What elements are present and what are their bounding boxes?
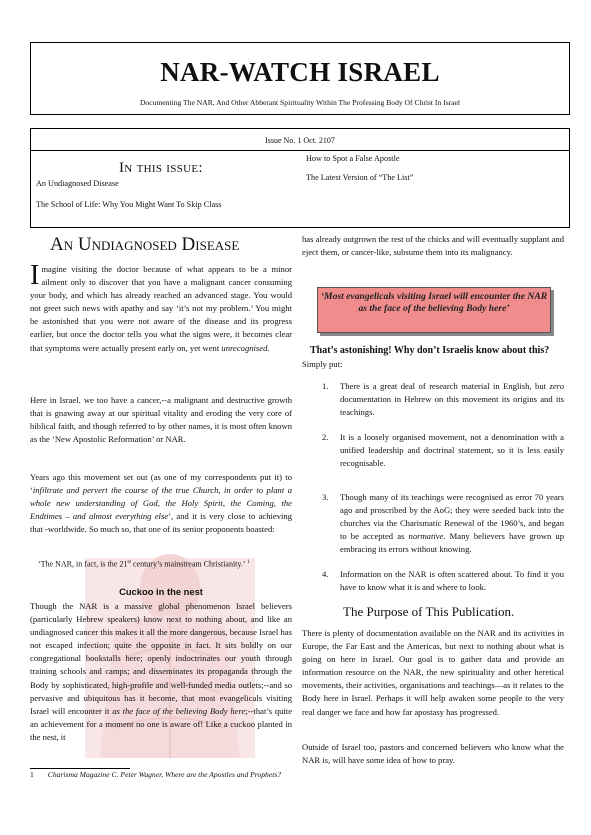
masthead [30, 42, 570, 115]
newsletter-title: NAR-WATCH ISRAEL [160, 57, 440, 87]
toc-item[interactable]: How to Spot a False Apostle [306, 154, 400, 163]
toc-item[interactable]: The Latest Version of “The List” [306, 173, 414, 182]
list-item: 3. Though many of its teachings were recognised as error 70 years ago and proscribed by the AoG; they were seeded back into the churches via the Charismatic Renewal of the 1960’s, and began to be accepted as normative. Many believers have grown up embracing its errors without knowing. [322, 491, 564, 554]
list-item: 1. There is a great deal of research material in English, but zero documentation in Hebrew on this movement its origins and its teachings. [322, 381, 564, 418]
toc-item[interactable]: The School of Life: Why You Might Want To Skip Class [36, 200, 222, 209]
article-paragraph: Though the NAR is a massive global phenomenon Israel believers (particularly Hebrew speakers) know next to nothing about, and like an undiagnosed cancer this makes it all the more dangerous, because Israel has not escaped infection; quite the opposite in fact. It sits boldly on our congregational bookstalls here; openly indoctrinates our youth through training schools and camps; and disseminates its propaganda through the Body by sophisticated, high-profile and well-funded media outlets;--and so pervasive and ubiquitous has it become, that most evangelicals visiting Israel will encounter it as the face of the believing Body here;--that’s quite an achievement for a moment no one is aware of! Like a cuckoo planted in the nest, it [30, 601, 293, 742]
pull-quote: ‘Most evangelicals visiting Israel will encounter the NAR as the face of the believing Body here’ [317, 287, 551, 333]
footnote-ref[interactable]: 1 [246, 559, 250, 565]
article-paragraph: Years ago this movement set out (as one of my correspondents put it) to ‘infiltrate and pervert the course of the true Church, in order to plant a whole new understanding of God, the Holy Spirit, the Coming, the Endtimes – and almost everything else’, and it is very close to achieving that -worldwide. So much so, that one of its senior proponents boasted: [30, 472, 292, 535]
drop-cap: I [30, 260, 40, 291]
footnote: 1 Charisma Magazine C. Peter Wagner, Where are the Apostles and Prophets? [30, 770, 282, 779]
article-heading: The Purpose of This Publication. [343, 604, 515, 619]
article-paragraph: has already outgrown the rest of the chicks and will eventually supplant and eject them, or cancer-like, subsume them into its malignancy. [302, 234, 564, 258]
list-item: 4. Information on the NAR is often scattered about. To find it you have to know what it is and where to look. [322, 569, 564, 593]
block-quote: ‘The NAR, in fact, is the 21st century’s mainstream Christianity.’ $^1$ [38, 559, 250, 569]
article-paragraph: Imagine visiting the doctor because of what appears to be a minor ailment only to discover that you have a malignant cancer consuming your body, and which has already reached an advanced stage. You would not greet such news with apathy and say ‘it’s not my problem.’ You might be astonished that you were not aware of the disease and its progress earlier, but once the doctor tells you what the signs were, it becomes clear that symptoms were actually present early on, yet went unrecognised. [30, 260, 292, 353]
issue-number: Issue No. 1 Oct. 2107 [265, 136, 335, 145]
lead-in-text: Simply put: [302, 359, 343, 369]
article-paragraph: There is plenty of documentation available on the NAR and its activities in Europe, the Far East and the Americas, but next to nothing about what is going on here in Israel. Our goal is to gather data and provide an information resource on the NAR, the new spirituality and other heretical movements, their activities, organisations and teachings—as it relates to the Body here in Israel. Perhaps it will help awaken some people to the very real danger we face and how far apostasy has progressed. [302, 628, 564, 717]
toc-item[interactable]: An Undiagnosed Disease [36, 179, 119, 188]
reasons-list [302, 380, 564, 594]
newsletter-subtitle: Documenting The NAR, And Other Abberant Spirituality Within The Professing Body Of Christ In Israel [139, 98, 461, 107]
article-paragraph: Here in Israel. we too have a cancer,--a malignant and destructive growth that is gnawing away at our spiritual vitality and eroding the very core of biblical faith, and though referred to by other names, it is most often known as the ‘New Apostolic Reformation’ or NAR. [30, 395, 292, 445]
article-heading: An Undiagnosed Disease [50, 234, 240, 255]
contents-divider [31, 150, 569, 151]
subheading: Cuckoo in the nest [119, 586, 203, 597]
list-item: 2. It is a loosely organised movement, not a denomination with a unified leadership and doctrinal statement, so it is less easily recognisable. [322, 432, 564, 469]
article-paragraph: Outside of Israel too, pastors and concerned believers who know what the NAR is, will have some idea of how to pray. [302, 742, 564, 766]
contents-box [30, 128, 570, 228]
footnote-rule [30, 768, 130, 769]
in-this-issue-heading: In this issue: [119, 160, 203, 176]
section-heading: That’s astonishing! Why don’t Israelis know about this? [310, 345, 550, 356]
